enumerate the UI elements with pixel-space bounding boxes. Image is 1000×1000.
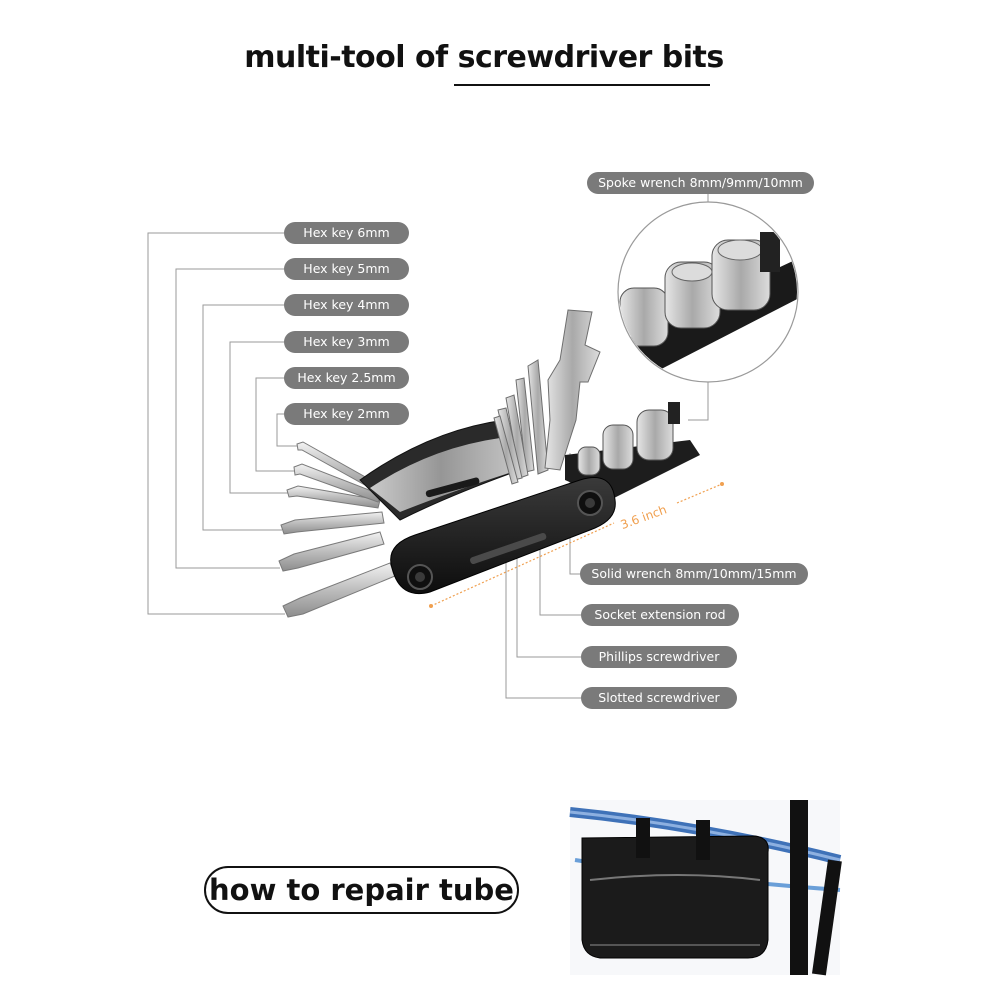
hex-key-leader-lines <box>148 233 298 614</box>
spoke-callout-line <box>688 381 708 420</box>
repair-tube-label: how to repair tube <box>204 866 519 914</box>
label-phillips-screwdriver: Phillips screwdriver <box>581 646 737 668</box>
label-hex-key-5mm: Hex key 5mm <box>284 258 409 280</box>
label-hex-key-4mm: Hex key 4mm <box>284 294 409 316</box>
label-spoke-wrench: Spoke wrench 8mm/9mm/10mm <box>587 172 814 194</box>
spoke-wrench-zoom <box>618 202 805 382</box>
title-highlight: screwdriver bits <box>457 40 724 75</box>
label-slotted-screwdriver: Slotted screwdriver <box>581 687 737 709</box>
label-hex-key-2mm: Hex key 2mm <box>284 403 409 425</box>
dimension-label: 3.6 inch <box>618 502 669 533</box>
tire-lever <box>545 310 600 470</box>
title-prefix: multi-tool of <box>244 40 458 75</box>
label-hex-key-3mm: Hex key 3mm <box>284 331 409 353</box>
label-solid-wrench: Solid wrench 8mm/10mm/15mm <box>580 563 808 585</box>
label-hex-key-6mm: Hex key 6mm <box>284 222 409 244</box>
label-hex-key-2-5mm: Hex key 2.5mm <box>284 367 409 389</box>
bike-bag-photo <box>570 800 842 975</box>
label-socket-extension-rod: Socket extension rod <box>581 604 739 626</box>
